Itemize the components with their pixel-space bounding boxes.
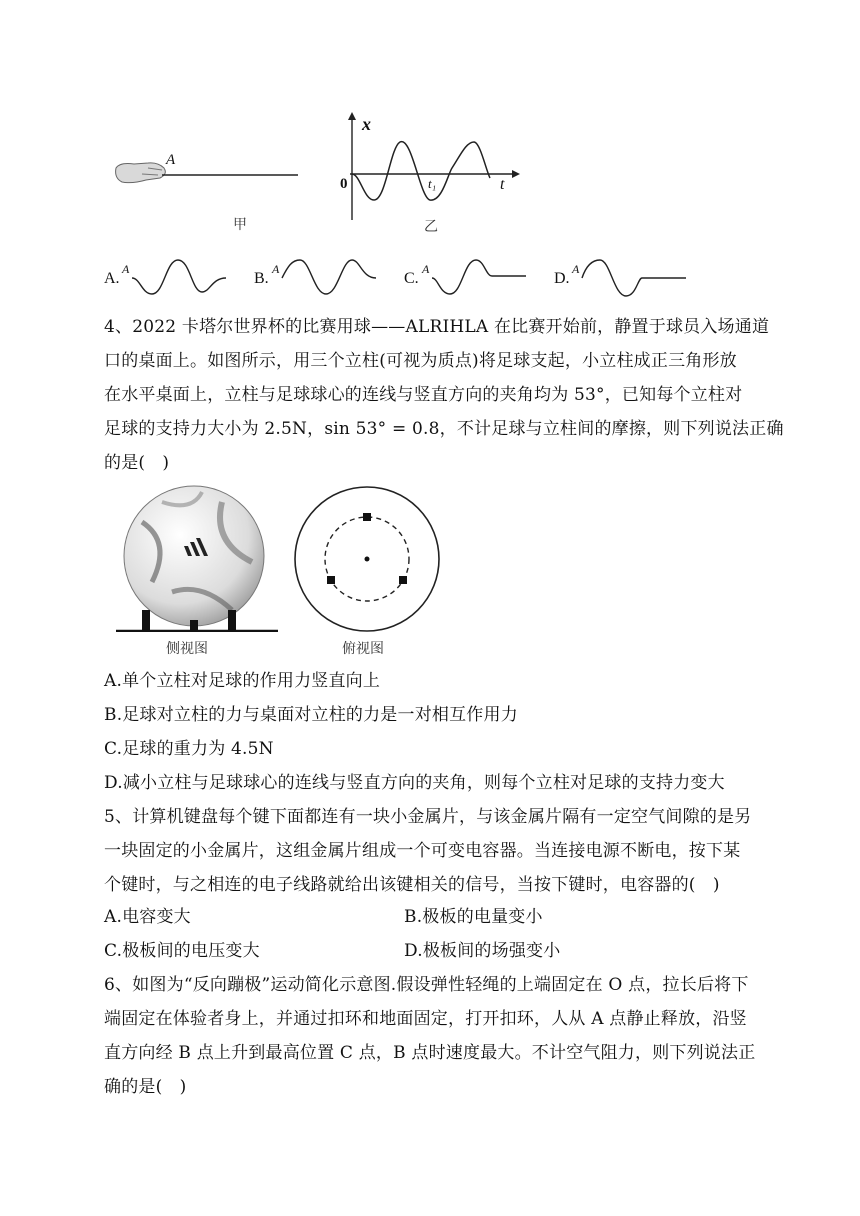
q4-line-2: 口的桌面上。如图所示，用三个立柱(可视为质点)将足球支起，小立柱成正三角形放 xyxy=(104,351,737,371)
pillar-left xyxy=(142,610,150,630)
figure-side-view xyxy=(112,482,282,658)
axis-x-label: x xyxy=(362,114,371,134)
option-point: A xyxy=(572,262,580,276)
q4-option-d[interactable]: D.减小立柱与足球球心的连线与竖直方向的夹角，则每个立柱对足球的支持力变大 xyxy=(104,773,725,793)
caption-jia: 甲 xyxy=(233,218,247,233)
point-a-label: A xyxy=(166,152,176,168)
pillar-bottom-right xyxy=(399,576,407,584)
q5-line-2: 一块固定的小金属片，这组金属片组成一个可变电容器。当连接电源不断电，按下某 xyxy=(104,841,741,861)
wave-shape-a xyxy=(132,260,226,294)
q4-option-a[interactable]: A.单个立柱对足球的作用力竖直向上 xyxy=(104,671,381,691)
q6-line-4: 确的是( ) xyxy=(104,1077,187,1097)
xt-sine-curve xyxy=(352,142,490,201)
q5-option-a[interactable]: A.电容变大 xyxy=(104,907,191,927)
wave-option-d[interactable] xyxy=(554,256,694,300)
q5-line-1: 5、计算机键盘每个键下面都连有一块小金属片，与该金属片隔有一定空气间隙的是另 xyxy=(104,807,752,827)
wave-option-b[interactable] xyxy=(254,256,384,300)
q4-option-c[interactable]: C.足球的重力为 4.5N xyxy=(104,739,274,759)
hand-icon xyxy=(116,163,166,183)
wave-shape-c xyxy=(432,260,526,294)
pillar-right xyxy=(228,610,236,630)
option-point: A xyxy=(122,262,130,276)
q5-option-b[interactable]: B.极板的电量变小 xyxy=(404,907,543,927)
q4-line-5: 的是( ) xyxy=(104,453,170,473)
option-point: A xyxy=(272,262,280,276)
wave-option-c[interactable] xyxy=(404,256,534,300)
wave-option-a[interactable] xyxy=(104,256,234,300)
pillar-bottom-left xyxy=(327,576,335,584)
caption-side-view: 侧视图 xyxy=(166,642,208,657)
caption-yi: 乙 xyxy=(424,220,438,235)
wave-shape-d xyxy=(582,260,686,296)
figure-jia xyxy=(112,150,302,235)
q5-option-d[interactable]: D.极板间的场强变小 xyxy=(404,941,561,961)
figure-top-view xyxy=(290,486,444,636)
option-letter: C. xyxy=(404,270,419,287)
q5-option-c[interactable]: C.极板间的电压变大 xyxy=(104,941,260,961)
option-letter: D. xyxy=(554,270,570,287)
q5-line-3: 个键时，与之相连的电子线路就给出该键相关的信号，当按下键时，电容器的( ) xyxy=(104,875,720,895)
option-point: A xyxy=(422,262,430,276)
q6-line-3: 直方向经 B 点上升到最高位置 C 点，B 点时速度最大。不计空气阻力，则下列说法正 xyxy=(104,1043,756,1063)
caption-top-view: 俯视图 xyxy=(342,642,384,657)
q4-line-3: 在水平桌面上，立柱与足球球心的连线与竖直方向的夹角均为 53°，已知每个立柱对 xyxy=(104,385,743,405)
option-letter: B. xyxy=(254,270,269,287)
center-dot xyxy=(365,557,370,562)
wave-shape-b xyxy=(282,260,376,294)
q4-line-4: 足球的支持力大小为 2.5N，sin 53° = 0.8，不计足球与立柱间的摩擦，则下列说法正确 xyxy=(104,419,784,439)
pillar-mid xyxy=(190,620,198,630)
origin-label: 0 xyxy=(340,176,348,192)
q4-option-b[interactable]: B.足球对立柱的力与桌面对立柱的力是一对相互作用力 xyxy=(104,705,518,725)
q6-line-2: 端固定在体验者身上，并通过扣环和地面固定，打开扣环，人从 A 点静止释放，沿竖 xyxy=(104,1009,747,1029)
option-letter: A. xyxy=(104,270,120,287)
t1-label: t₁ xyxy=(428,176,437,191)
axis-t-label: t xyxy=(500,176,505,193)
pillar-top xyxy=(363,513,371,521)
figure-yi-graph xyxy=(330,108,520,228)
q4-line-1: 4、2022 卡塔尔世界杯的比赛用球——ALRIHLA 在比赛开始前，静置于球员入场通道 xyxy=(104,317,770,337)
q6-line-1: 6、如图为“反向蹦极”运动简化示意图.假设弹性轻绳的上端固定在 O 点，拉长后将下 xyxy=(104,975,749,995)
